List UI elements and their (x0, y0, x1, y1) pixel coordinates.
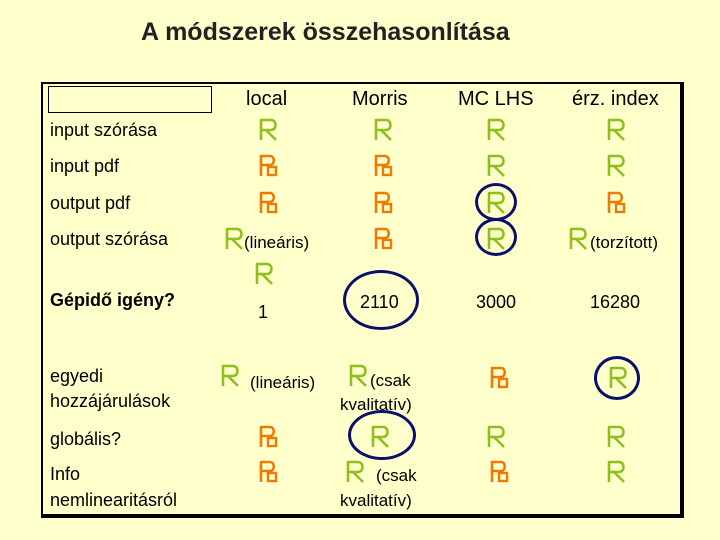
highlight-ring (475, 183, 517, 221)
cross-flag-icon (256, 191, 280, 215)
check-flag-icon (604, 118, 628, 142)
column-header-morris: Morris (352, 88, 408, 110)
page-title: A módszerek összehasonlítása (141, 18, 510, 46)
cell-runtime-morris: 2110 (360, 292, 399, 312)
column-header-mc-lhs: MC LHS (458, 88, 534, 110)
row-label-hozzajarulasok: hozzájárulások (50, 391, 171, 411)
check-flag-icon (604, 425, 628, 449)
row-label-globalis: globális? (50, 429, 122, 449)
cell-note-linearis: (lineáris) (250, 373, 316, 392)
cross-flag-icon (371, 191, 395, 215)
check-flag-icon (218, 364, 242, 388)
check-flag-icon (343, 460, 367, 484)
highlight-ring (475, 218, 517, 256)
cross-flag-icon (256, 425, 280, 449)
cross-flag-icon (371, 227, 395, 251)
check-flag-icon (346, 364, 370, 388)
cell-runtime-local: 1 (258, 302, 269, 322)
check-flag-icon (604, 154, 628, 178)
check-flag-icon (256, 118, 280, 142)
row-label-info: Info (50, 464, 81, 484)
check-flag-icon (604, 460, 628, 484)
check-flag-icon (566, 227, 590, 251)
check-flag-icon (252, 262, 276, 286)
cross-flag-icon (604, 191, 628, 215)
cross-flag-icon (256, 154, 280, 178)
cell-runtime-erz-index: 16280 (590, 292, 641, 312)
cell-note-kvalitativ: kvalitatív) (340, 491, 412, 510)
cross-flag-icon (256, 460, 280, 484)
cross-flag-icon (487, 460, 511, 484)
row-label-output-pdf: output pdf (50, 193, 131, 213)
check-flag-icon (222, 227, 246, 251)
highlight-ring (594, 356, 640, 400)
cell-note-csak: (csak (376, 466, 417, 485)
cell-note-linearis: (lineáris) (244, 233, 310, 252)
row-label-output-szorasa: output szórása (50, 229, 169, 249)
column-header-erz-index: érz. index (572, 88, 659, 110)
column-header-local: local (246, 88, 288, 110)
cell-note-torzitott: (torzított) (590, 233, 659, 252)
row-label-nemlinearitasrol: nemlinearitásról (50, 490, 178, 510)
cell-runtime-mc-lhs: 3000 (476, 292, 517, 312)
check-flag-icon (484, 118, 508, 142)
row-label-input-pdf: input pdf (50, 156, 120, 176)
row-label-input-szorasa: input szórása (50, 120, 158, 140)
cell-note-kvalitativ: kvalitatív) (340, 395, 412, 414)
check-flag-icon (484, 425, 508, 449)
row-label-egyedi: egyedi (50, 366, 104, 386)
highlight-ring (348, 410, 416, 460)
cross-flag-icon (487, 366, 511, 390)
check-flag-icon (371, 118, 395, 142)
check-flag-icon (484, 154, 508, 178)
cross-flag-icon (371, 154, 395, 178)
highlight-ring (343, 270, 419, 330)
row-label-gepido-igeny: Gépidő igény? (50, 290, 176, 310)
table-corner-cell (48, 86, 212, 113)
cell-note-csak: (csak (370, 371, 411, 390)
